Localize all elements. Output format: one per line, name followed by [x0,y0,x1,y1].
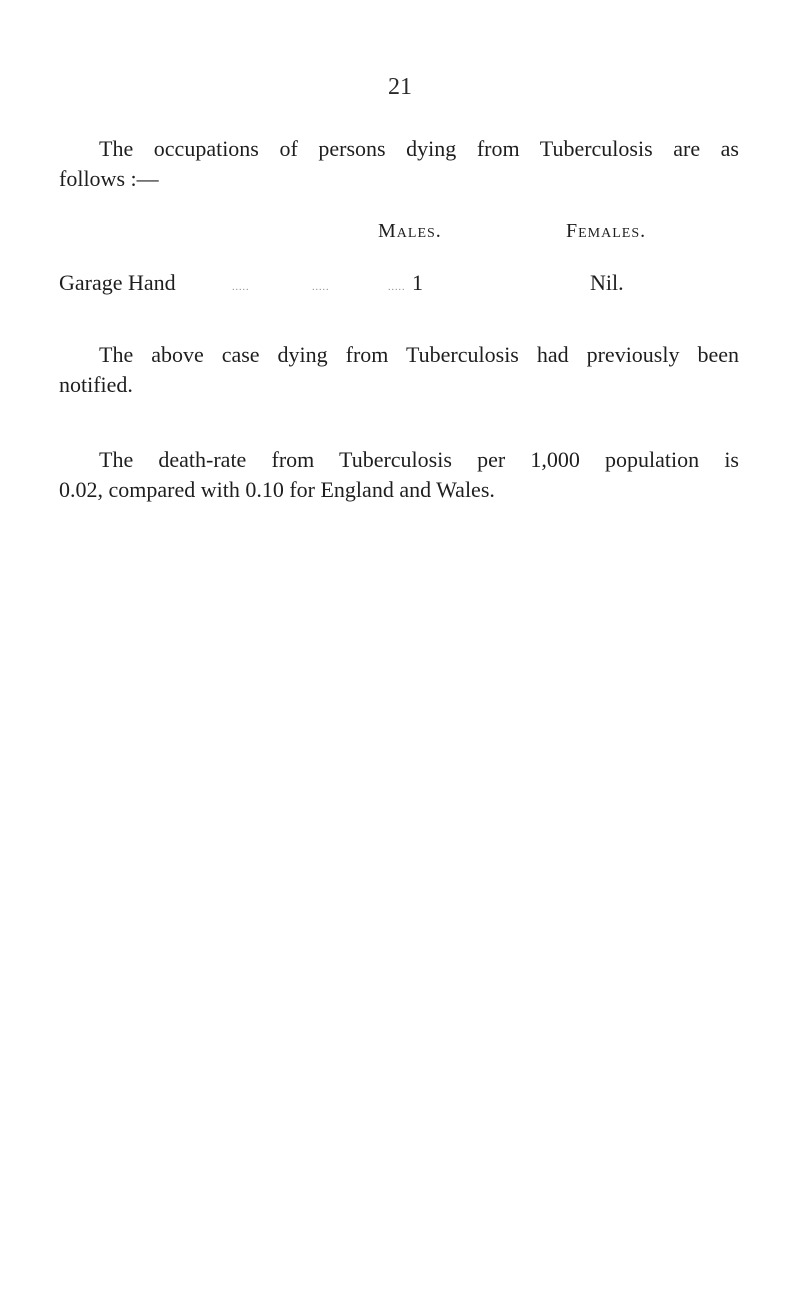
males-count-cell: 1 [412,270,423,295]
females-count-cell: Nil. [590,270,624,295]
death-rate-line-2: 0.02, compared with 0.10 for England and Wales. [59,477,495,502]
females-column-header: Females. [566,220,647,242]
intro-line-1: The occupations of persons dying from Tuberculosis are as [99,136,739,161]
occupation-cell: Garage Hand [59,270,176,295]
page-number: 21 [388,74,412,100]
notified-paragraph [59,340,739,400]
dot-leader: ..... [388,282,406,293]
intro-paragraph [59,134,739,194]
intro-line-2: follows :— [59,166,159,191]
dot-leader: ..... [312,282,330,293]
notified-line-1: The above case dying from Tuberculosis had previously been [99,342,739,367]
dot-leader: ..... [232,282,250,293]
death-rate-line-1: The death-rate from Tuberculosis per 1,000 population is [99,447,739,472]
males-column-header: Males. [378,220,442,242]
notified-line-2: notified. [59,372,133,397]
death-rate-paragraph [59,445,739,505]
